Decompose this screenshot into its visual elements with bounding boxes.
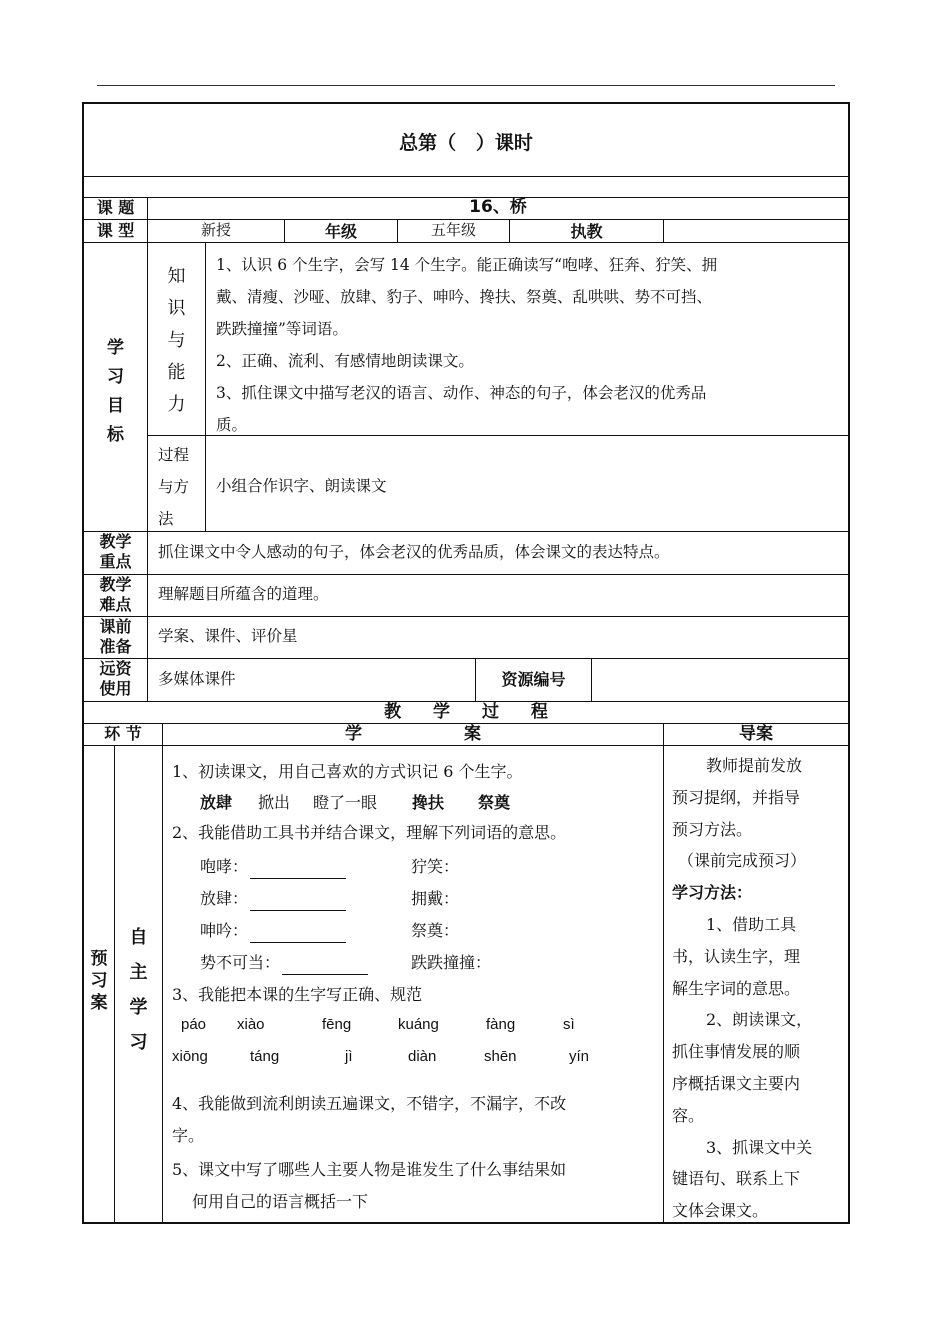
blank-term: 放肆： [200, 887, 346, 911]
blank-term: 呻吟： [200, 919, 346, 943]
blank-term: 狞笑： [411, 857, 460, 876]
pinyin-syllable: jì [345, 1048, 353, 1065]
remote-label: 远资 使用 [99, 659, 132, 698]
guide-line: 1、借助工具 [706, 914, 797, 934]
knowledge-label: 知 识 与 能 力 [167, 266, 186, 415]
substage-label: 自 主 学 习 [129, 927, 148, 1053]
type-label: 课 型 [96, 221, 135, 240]
resource-number-label: 资源编号 [501, 670, 566, 689]
knowledge-line: 2、正确、流利、有感情地朗读课文。 [216, 352, 474, 370]
answer-blank[interactable] [250, 926, 346, 943]
pinyin-syllable: shēn [484, 1048, 517, 1065]
blank-term: 跌跌撞撞： [411, 953, 492, 972]
pinyin-syllable: diàn [408, 1048, 437, 1065]
grade-value: 五年级 [430, 221, 476, 239]
guide-line: 教师提前发放 [706, 756, 803, 775]
blank-term: 势不可当： [200, 951, 368, 975]
question-4-line-1: 4、我能做到流利朗读五遍课文，不错字，不漏字，不改 [172, 1094, 567, 1113]
knowledge-line: 质。 [216, 416, 248, 434]
knowledge-line: 1、认识 6 个生字，会写 14 个生字。能正确读写“咆哮、狂奔、狞笑、拥 [216, 256, 718, 274]
pinyin-syllable: xiōng [172, 1048, 208, 1065]
guide-line: 容。 [672, 1105, 705, 1125]
remote-text: 多媒体课件 [158, 670, 236, 688]
pinyin-syllable: kuáng [398, 1016, 439, 1033]
grade-label: 年级 [324, 222, 357, 241]
prep-label: 课前 准备 [99, 617, 132, 656]
prep-text: 学案、课件、评价星 [158, 627, 298, 645]
pinyin-syllable: xiào [237, 1016, 265, 1033]
teacher-label: 执教 [570, 222, 603, 241]
guide-line: 3、抓课文中关 [706, 1137, 813, 1157]
type-value: 新授 [200, 221, 231, 239]
difficulty-label: 教学 难点 [99, 575, 132, 614]
guide-column-header: 导案 [739, 724, 773, 744]
process-method-label: 过程 与方 法 [158, 446, 190, 528]
pinyin-syllable: yín [569, 1048, 590, 1065]
vocab-word: 搀扶 [412, 793, 445, 812]
stage-label: 预 习 案 [90, 949, 108, 1013]
topic-value: 16、桥 [469, 197, 527, 217]
guide-line: 键语句、联系上下 [672, 1169, 801, 1189]
plan-column-header: 学 案 [345, 724, 481, 744]
process-method-text: 小组合作识字、朗读课文 [216, 477, 387, 495]
knowledge-line: 3、抓住课文中描写老汉的语言、动作、神态的句子，体会老汉的优秀品 [216, 384, 707, 402]
guide-line: 学习方法： [672, 883, 753, 903]
key-point-text: 抓住课文中令人感动的句子，体会老汉的优秀品质，体会课文的表达特点。 [158, 543, 670, 561]
blank-term: 祭奠： [411, 921, 460, 940]
guide-line: 预习方法。 [672, 819, 753, 839]
question-2: 2、我能借助工具书并结合课文，理解下列词语的意思。 [172, 823, 567, 842]
guide-line: 文体会课文。 [672, 1201, 769, 1221]
stage-column-header: 环 节 [104, 724, 142, 743]
pinyin-syllable: fàng [486, 1016, 516, 1033]
pinyin-syllable: páo [181, 1016, 207, 1033]
question-5-line-1: 5、课文中写了哪些人主要人物是谁发生了什么事结果如 [172, 1160, 567, 1179]
guide-line: 2、朗读课文， [706, 1010, 813, 1030]
page-title: 总第（ ）课时 [399, 132, 533, 154]
knowledge-line: 跌跌撞撞”等词语。 [216, 320, 348, 338]
vocab-word: 瞪了一眼 [313, 793, 378, 812]
question-4-line-2: 字。 [172, 1126, 205, 1145]
process-title: 教 学 过 程 [384, 702, 548, 722]
difficulty-text: 理解题目所蕴含的道理。 [158, 585, 329, 603]
goals-label: 学 习 目 标 [107, 338, 124, 445]
guide-line: 预习提纲，并指导 [672, 787, 801, 807]
guide-line: 解生字词的意思。 [672, 978, 801, 998]
vocab-word: 放肆 [200, 793, 233, 812]
answer-blank[interactable] [250, 894, 346, 911]
pinyin-syllable: táng [250, 1048, 280, 1065]
knowledge-line: 戴、清瘦、沙哑、放肆、豹子、呻吟、搀扶、祭奠、乱哄哄、势不可挡、 [216, 288, 713, 306]
question-3: 3、我能把本课的生字写正确、规范 [172, 985, 423, 1004]
topic-label: 课 题 [96, 198, 135, 217]
answer-blank[interactable] [250, 862, 346, 879]
guide-line: （课前完成预习） [678, 851, 807, 871]
pinyin-syllable: fēng [322, 1016, 352, 1033]
guide-line: 抓住事情发展的顺 [672, 1042, 801, 1062]
question-5-line-2: 何用自己的语言概括一下 [192, 1192, 369, 1211]
guide-content [672, 750, 844, 1227]
guide-line: 序概括课文主要内 [672, 1073, 801, 1093]
question-1: 1、初读课文，用自己喜欢的方式识记 6 个生字。 [172, 762, 523, 781]
vocab-word: 祭奠 [478, 793, 511, 812]
guide-line: 书，认读生字，理 [672, 946, 801, 966]
pinyin-syllable: sì [563, 1016, 575, 1033]
blank-term: 拥戴： [411, 889, 460, 908]
key-point-label: 教学 重点 [99, 532, 132, 571]
top-rule [97, 85, 835, 86]
answer-blank[interactable] [282, 958, 368, 975]
knowledge-goals [216, 249, 717, 441]
vocab-word: 掀出 [258, 793, 291, 812]
blank-term: 咆哮： [200, 855, 346, 879]
